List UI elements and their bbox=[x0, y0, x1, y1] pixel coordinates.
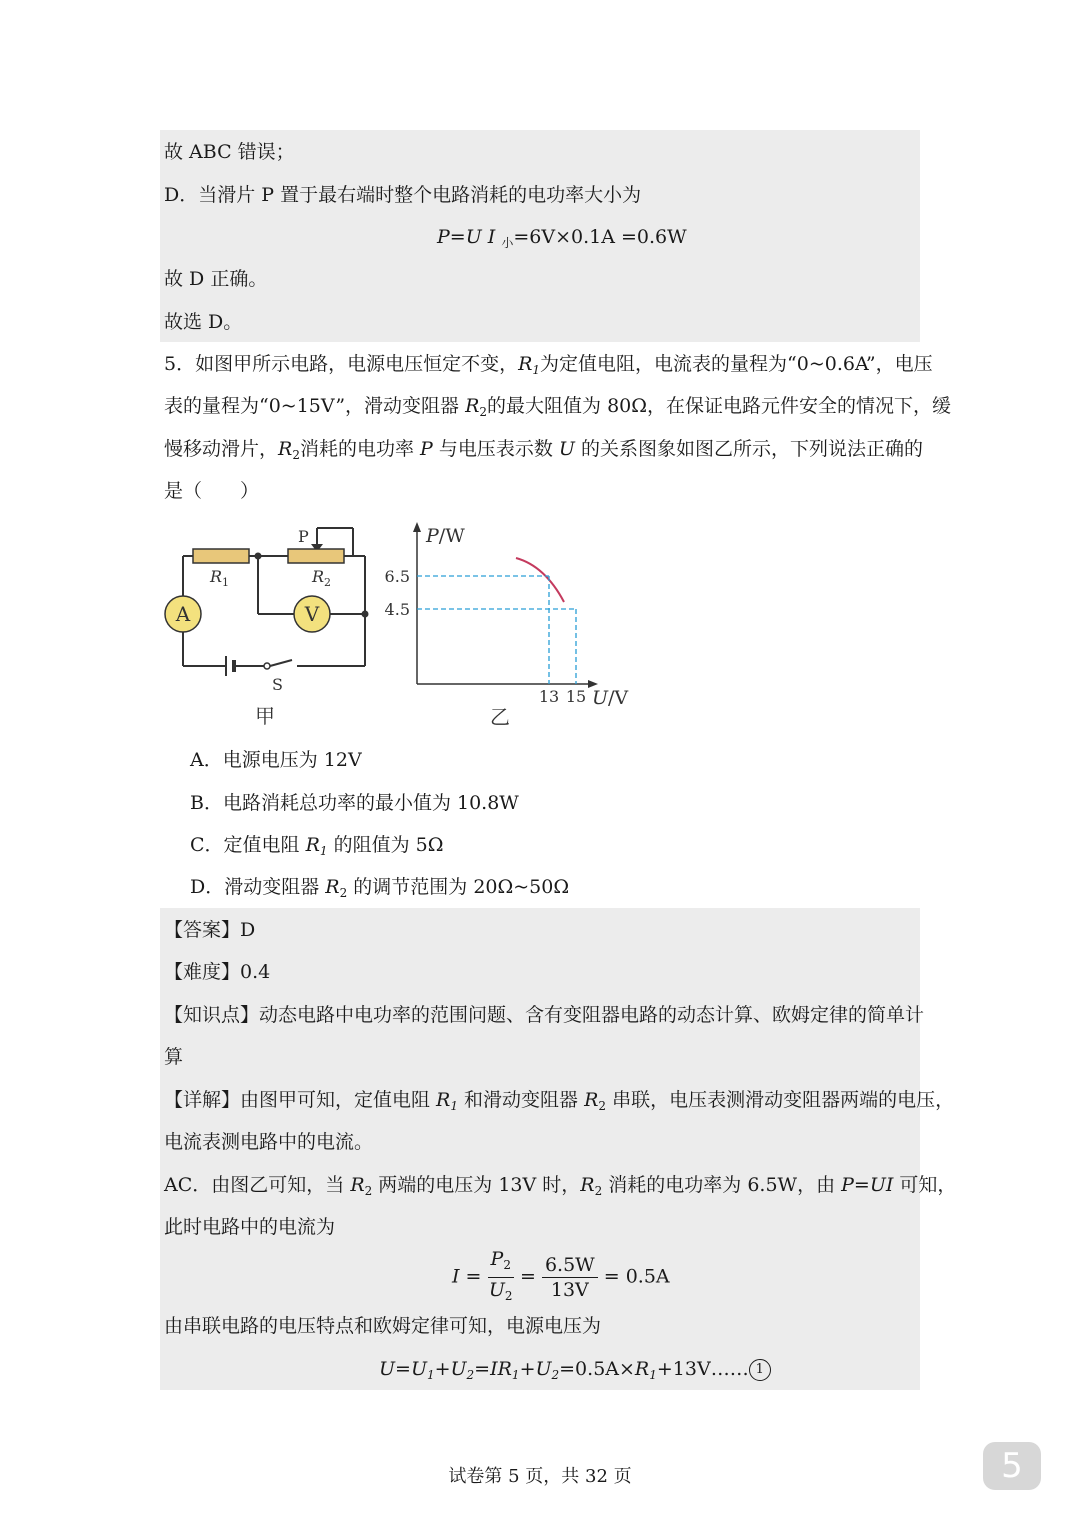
slider-label: P bbox=[298, 527, 309, 546]
y-axis-label: P/W bbox=[426, 525, 465, 547]
knowledge-line: 【知识点】动态电路中电功率的范围问题、含有变阻器电路的动态计算、欧姆定律的简单计 bbox=[164, 1004, 925, 1026]
equation-power: P=U I $_小$=6V×0.1A =0.6W bbox=[437, 226, 687, 250]
x-tick: 15 bbox=[565, 687, 587, 706]
text-line: 此时电路中的电流为 bbox=[164, 1216, 336, 1238]
equation-current: I = $\frac{P_2}{U_2}$ = $\frac{6.5W}{13V}$ = 0.5A bbox=[452, 1248, 670, 1303]
detail-line: 电流表测电路中的电流。 bbox=[164, 1131, 374, 1153]
text-line: 故选 D。 bbox=[164, 311, 243, 333]
resistor-r1 bbox=[193, 549, 249, 563]
text-line: D．当滑片 P 置于最右端时整个电路消耗的电功率大小为 bbox=[164, 184, 642, 206]
resistor-r2 bbox=[288, 549, 344, 563]
junction-dot bbox=[255, 553, 262, 560]
text-line: 故 ABC 错误； bbox=[164, 141, 295, 163]
question-line: 5．如图甲所示电路，电源电压恒定不变，$R_1$为定值电阻，电流表的量程为“0~0.6A”，电压 bbox=[164, 353, 933, 377]
text-line: 故 D 正确。 bbox=[164, 268, 268, 290]
answer-line: 【答案】D bbox=[164, 919, 256, 941]
r1-label: $R_1$ bbox=[210, 567, 230, 589]
figures bbox=[160, 518, 640, 733]
power-curve bbox=[516, 558, 564, 602]
question-line: 表的量程为“0~15V”，滑动变阻器 $R_2$的最大阻值为 80Ω，在保证电路元件安全的情况下，缓 bbox=[164, 395, 952, 419]
option-c: C．定值电阻 $R_1$ 的阻值为 5Ω bbox=[190, 834, 444, 858]
x-axis-label: U/V bbox=[592, 687, 629, 709]
text-line: 由串联电路的电压特点和欧姆定律可知，电源电压为 bbox=[164, 1315, 602, 1337]
switch-contact bbox=[264, 663, 270, 669]
detail-line: 【详解】由图甲可知，定值电阻 $R_1$ 和滑动变阻器 $R_2$ 串联，电压表测滑动变阻器两端的电压， bbox=[164, 1089, 955, 1113]
ac-line: AC．由图乙可知，当 $R_2$ 两端的电压为 13V 时，$R_2$ 消耗的电功率为 6.5W，由 P=UI 可知， bbox=[164, 1174, 957, 1198]
equation-voltage: $U=U_1+U_2=IR_1+U_2=0.5A\times R_1+13V\dots\dots$ 1 bbox=[379, 1355, 771, 1389]
r2-label: $R_2$ bbox=[312, 567, 332, 589]
circuit-caption: 甲 bbox=[255, 704, 275, 728]
knowledge-line: 算 bbox=[164, 1046, 184, 1068]
page-number-badge[interactable]: 5 bbox=[983, 1442, 1041, 1490]
y-tick: 4.5 bbox=[384, 600, 410, 619]
ammeter-label: A bbox=[175, 602, 191, 626]
difficulty-line: 【难度】0.4 bbox=[164, 961, 271, 983]
y-tick: 6.5 bbox=[384, 567, 410, 586]
option-b: B．电路消耗总功率的最小值为 10.8W bbox=[190, 792, 519, 814]
graph-caption: 乙 bbox=[490, 705, 510, 729]
option-a: A．电源电压为 12V bbox=[190, 749, 362, 771]
switch-label: S bbox=[272, 675, 283, 694]
circled-number: 1 bbox=[749, 1359, 771, 1381]
x-tick: 13 bbox=[538, 687, 560, 706]
question-line: 是（ ） bbox=[164, 480, 260, 502]
voltmeter-label: V bbox=[304, 602, 320, 626]
junction-dot bbox=[362, 611, 369, 618]
option-d: D．滑动变阻器 $R_2$ 的调节范围为 20Ω~50Ω bbox=[190, 876, 570, 900]
page-footer: 试卷第 5 页，共 32 页 bbox=[448, 1466, 632, 1487]
question-line: 慢移动滑片，$R_2$消耗的电功率 P 与电压表示数 U 的关系图象如图乙所示，下列说法正确的 bbox=[164, 438, 923, 462]
